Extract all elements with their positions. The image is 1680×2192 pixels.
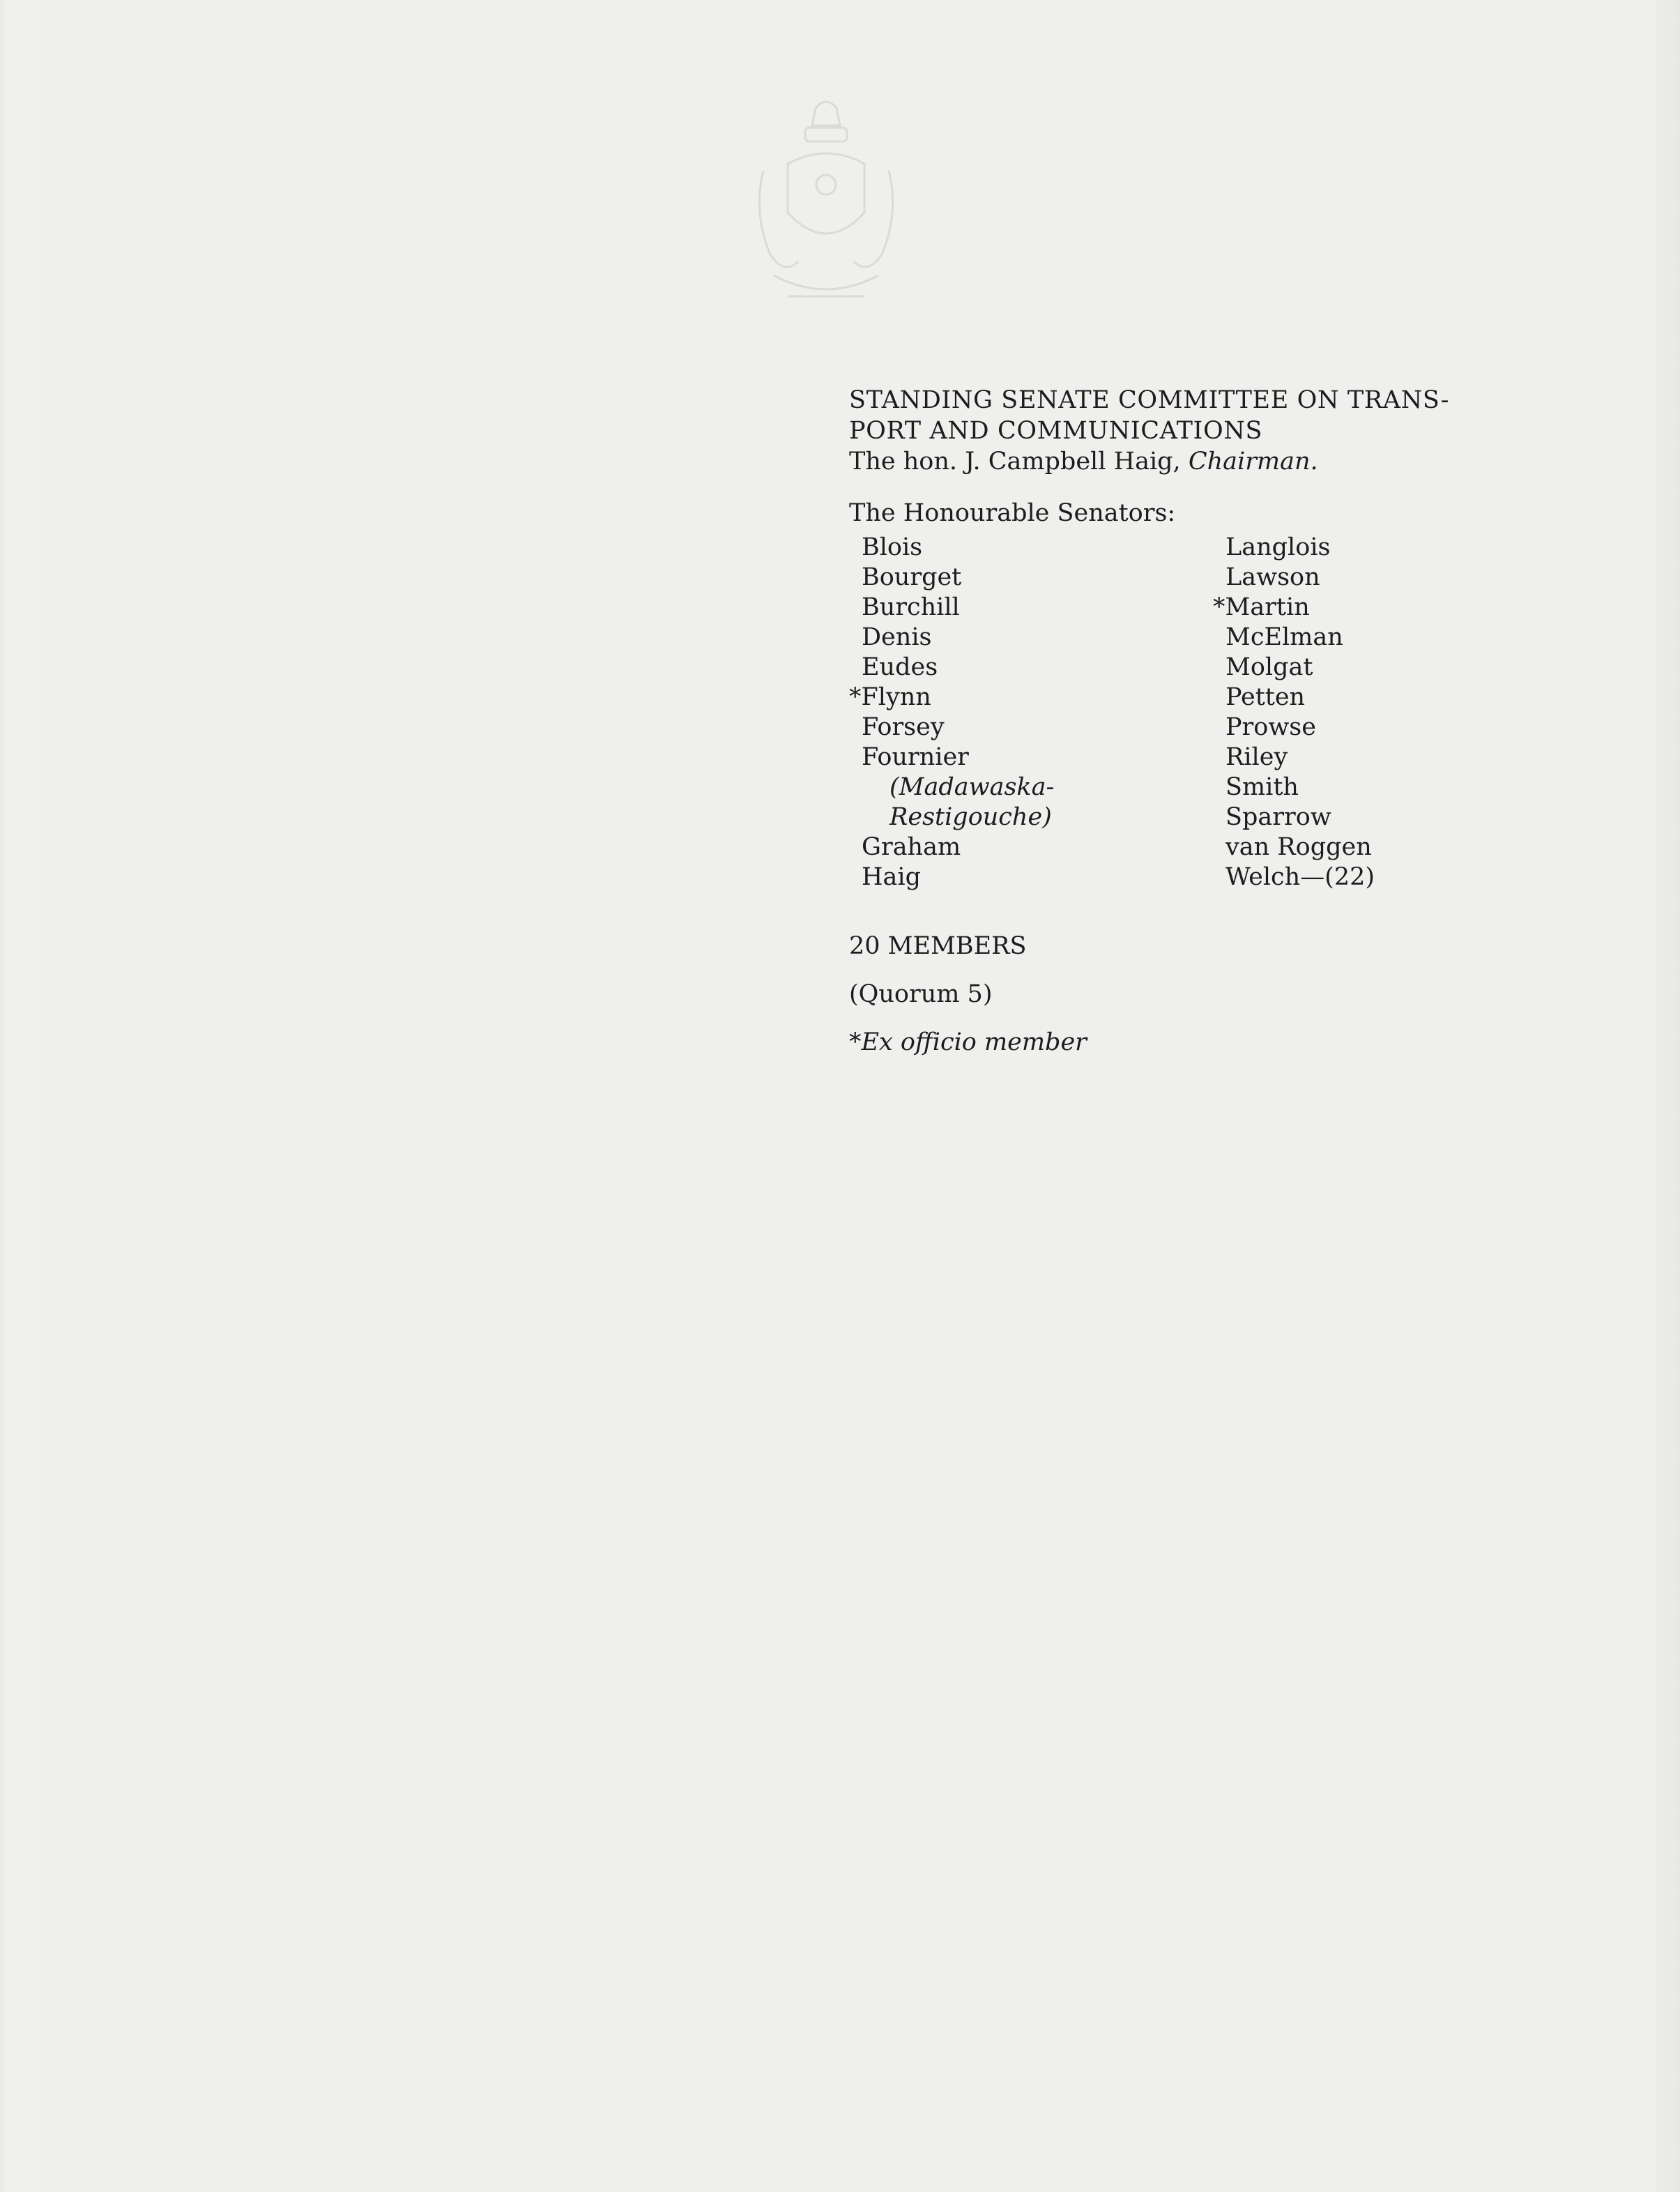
member-count: 20 MEMBERS: [849, 932, 1027, 960]
senator-name: *Martin: [1213, 593, 1310, 621]
senator-name: Fournier: [862, 743, 969, 771]
coat-of-arms-emblem: [746, 94, 906, 317]
committee-membership-block: [849, 385, 1588, 1058]
chairman-role: Chairman.: [1188, 448, 1318, 475]
senator-name: Sparrow: [1225, 803, 1331, 831]
senator-name: Petten: [1225, 683, 1306, 711]
senator-name: Riley: [1225, 743, 1288, 771]
senator-name: Forsey: [862, 713, 945, 741]
senator-name: Eudes: [862, 653, 938, 681]
senator-name: Langlois: [1225, 533, 1331, 561]
senator-designation: Restigouche): [889, 803, 1052, 831]
senator-name: Denis: [862, 623, 932, 651]
senator-name: Bourget: [862, 563, 962, 591]
senator-name: Welch—(22): [1225, 863, 1375, 891]
footnote-text: Ex officio member: [861, 1028, 1087, 1056]
senator-column-right: [1213, 533, 1561, 892]
senator-name: McElman: [1225, 623, 1343, 651]
quorum-note: (Quorum 5): [849, 980, 993, 1008]
senator-list: [849, 533, 1588, 930]
senators-label: The Honourable Senators:: [849, 499, 1176, 527]
footnote-marker: *: [849, 1028, 862, 1056]
senator-name: Graham: [862, 833, 961, 861]
committee-heading-line-2: PORT AND COMMUNICATIONS: [849, 417, 1263, 445]
senator-name: Haig: [862, 863, 921, 891]
senator-name: *Flynn: [849, 683, 931, 711]
senator-designation: (Madawaska-: [889, 773, 1055, 801]
senator-name: Blois: [862, 533, 923, 561]
senator-name: Molgat: [1225, 653, 1313, 681]
ex-officio-footnote: [849, 1028, 1588, 1058]
senator-name: Lawson: [1225, 563, 1320, 591]
chairman-name: The hon. J. Campbell Haig,: [849, 448, 1189, 475]
senator-name: Prowse: [1225, 713, 1316, 741]
senator-name: Smith: [1225, 773, 1299, 801]
senator-name: van Roggen: [1225, 833, 1372, 861]
senator-column-left: [849, 533, 1198, 892]
chairman-line: [849, 446, 1588, 477]
committee-heading-line-1: STANDING SENATE COMMITTEE ON TRANS-: [849, 386, 1450, 414]
senator-name: Burchill: [862, 593, 960, 621]
